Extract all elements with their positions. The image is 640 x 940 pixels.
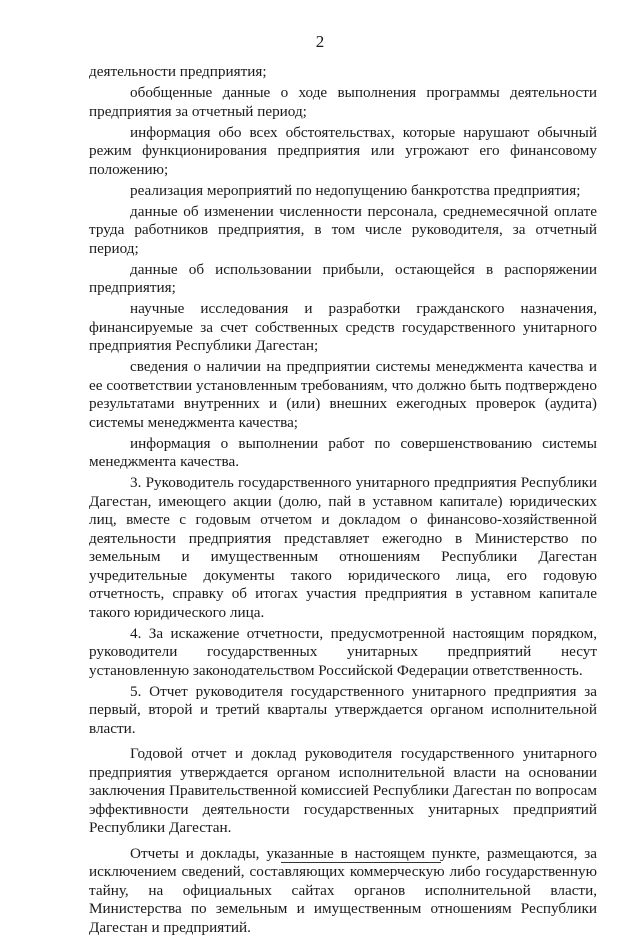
paragraph-item-5: 5. Отчет руководителя государственного унитарного предприятия за первый, второй и третий кварталы утверждается органом исполнительной власти. <box>89 682 597 737</box>
paragraph-item-3: 3. Руководитель государственного унитарного предприятия Республики Дагестан, имеющего акции (долю, пай в уставном капитале) юридических лиц, вместе с годовым отчетом и докладом о финансово-хозяйственной деятельности предприятия представляет ежегодно в Министерство по земельным и имущественным отношениям Республики Дагестан учредительные документы такого юридического лица, его годовую отчетность, справку об итогах участия предприятия в уставном капитале такого юридического лица. <box>89 474 597 621</box>
paragraph-publication: Отчеты и доклады, указанные в настоящем пункте, размещаются, за исключением сведений, составляющих коммерческую либо государственную тайну, на официальных сайтах органов исполнительной власти, Министерства по земельным и имущественным отношениям Республики Дагестан и предприятий. <box>89 844 597 936</box>
paragraph-continuation: деятельности предприятия; <box>89 63 267 80</box>
paragraph-research: научные исследования и разработки гражданского назначения, финансируемые за счет собственных средств государственного унитарного предприятия Республики Дагестан; <box>89 300 597 354</box>
paragraph-quality-improvement: информация о выполнении работ по совершенствованию системы менеджмента качества. <box>89 434 597 470</box>
paragraph-program-summary: обобщенные данные о ходе выполнения программы деятельности предприятия за отчетный период; <box>89 84 597 120</box>
closing-divider <box>281 862 441 863</box>
paragraph-quality-system: сведения о наличии на предприятии системы менеджмента качества и ее соответствии установленным требованиям, что должно быть подтверждено результатами внутренних и (или) внешних ежегодных проверок (аудита) системы менеджмента качества; <box>89 358 597 431</box>
paragraph-profit-use: данные об использовании прибыли, остающейся в распоряжении предприятия; <box>89 260 597 296</box>
document-body <box>89 63 597 940</box>
paragraph-staff-changes: данные об изменении численности персонала, среднемесячной оплате труда работников предприятия, в том числе руководителя, за отчетный период; <box>89 202 597 257</box>
paragraph-circumstances: информация обо всех обстоятельствах, которые нарушают обычный режим функционирования предприятия или угрожают его финансовому положению; <box>89 123 597 178</box>
page-number: 2 <box>315 32 325 51</box>
paragraph-annual-report: Годовой отчет и доклад руководителя государственного унитарного предприятия утверждается органом исполнительной власти на основании заключения Правительственной комиссией Республики Дагестан по вопросам эффективности деятельности государственных унитарных предприятий Республики Дагестан. <box>89 745 597 836</box>
paragraph-bankruptcy-prevention: реализация мероприятий по недопущению банкротства предприятия; <box>130 181 581 199</box>
paragraph-item-4: 4. За искажение отчетности, предусмотренной настоящим порядком, руководители государственных унитарных предприятий несут установленную законодательством Российской Федерации ответственность. <box>89 624 597 679</box>
